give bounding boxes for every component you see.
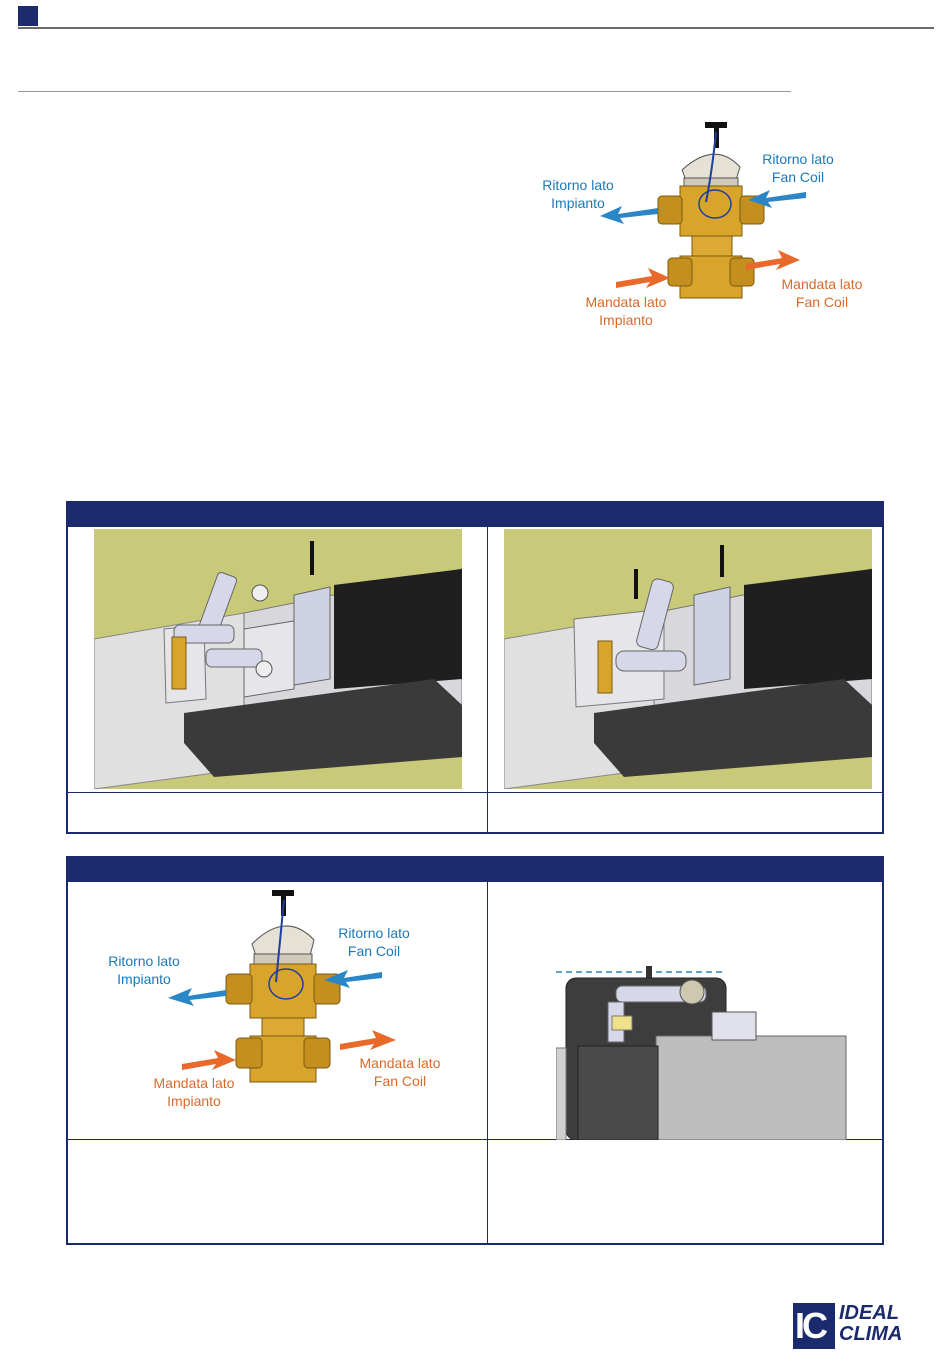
unit-side-view (556, 966, 848, 1140)
installation-table-1 (66, 501, 884, 834)
fancoil-install-illustration (94, 529, 462, 789)
fancoil-side-illustration (556, 966, 848, 1140)
fancoil-install-illustration-2 (504, 529, 872, 789)
label-supply-plant: Mandata lato Impianto (585, 294, 667, 328)
label-supply-fancoil: Mandata lato Fan Coil (781, 276, 863, 310)
column-divider-2 (487, 858, 488, 1243)
label-return-plant-2: Ritorno lato Impianto (108, 953, 180, 987)
logo-wordmark: IDEAL CLIMA (839, 1302, 903, 1345)
logo-mark: IC (793, 1303, 835, 1349)
column-divider (487, 503, 488, 832)
header-rule (18, 27, 934, 29)
label-supply-fancoil-2: Mandata lato Fan Coil (359, 1055, 441, 1089)
section-marker (18, 6, 38, 26)
ideal-clima-logo (793, 1303, 933, 1351)
unit-image-right (504, 529, 872, 789)
label-return-fancoil: Ritorno lato Fan Coil (762, 151, 834, 185)
table-header-row (68, 503, 882, 527)
label-return-fancoil-2: Ritorno lato Fan Coil (338, 925, 410, 959)
installation-table-2 (66, 856, 884, 1245)
label-return-plant: Ritorno lato Impianto (542, 177, 614, 211)
table-header-row-2 (68, 858, 882, 882)
label-supply-plant-2: Mandata lato Impianto (153, 1075, 235, 1109)
unit-image-left (94, 529, 462, 789)
subheader-rule (18, 91, 791, 92)
row-divider (68, 792, 882, 793)
